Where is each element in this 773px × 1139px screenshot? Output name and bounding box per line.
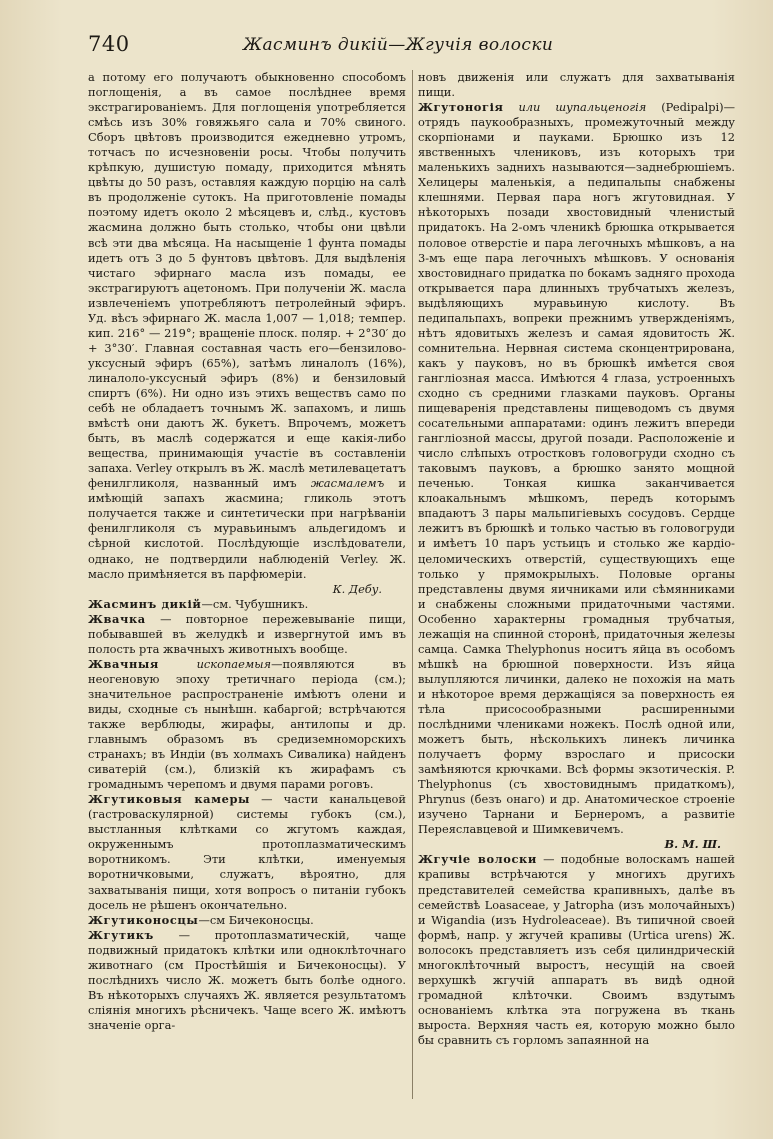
jasmal-term: жасмалемъ [310, 476, 385, 491]
entry-headword: Жгучіе волоски [418, 852, 537, 867]
article-jasmine-continued [88, 70, 406, 597]
entry-flagellum [88, 928, 406, 1033]
entry-wild-jasmine [88, 597, 406, 612]
entry-stinging-hairs [418, 852, 735, 1048]
jasmine-text-tail: и имѣющій запахъ жасмина; гликоль этотъ получается также и синтетически при нагрѣваніи фенилгликоля съ муравьинымъ альдегидомъ и сѣрной кислотой. Послѣдующіе изслѣдователи, однако, не подтвердили наблюденій Verley. Ж. масло примѣняется въ парфюмеріи. [88, 476, 406, 581]
jasmine-text: а потому его получаютъ обыкновенно способомъ поглощенія, а въ самое послѣднее время экстрагированіемъ. Для поглощенія употребляется смѣсь изъ 30% говяжьяго сала и 70% свиного. Сборъ цвѣтовъ производится ежедневно утромъ, тотчасъ по исчезновеніи росы. Чтобы получить крѣпкую, душистую помаду, приходится мѣнять цвѣты до 50 разъ, оставляя каждую порцію на салѣ въ продолженіе сутокъ. На приготовленіе помады поэтому идетъ около 2 мѣсяцевъ и, слѣд., кустовъ жасмина должно быть столько, чтобы они цвѣли всѣ эти два мѣсяца. На насыщеніе 1 фунта помады идетъ отъ 3 до 5 фунтовъ цвѣтовъ. Для выдѣленія чистаго эфирнаго масла изъ помады, ее экстрагируютъ ацетономъ. При полученіи Ж. масла извлеченіемъ употребляютъ петролейный эфиръ. Уд. вѣсъ эфирнаго Ж. масла 1,007 — 1,018; темпер. кип. 216° — 219°; вращеніе плоск. поляр. + 2°30′ до + 3°30′. Главная составная часть его—бензилово-уксусный эфиръ (65%), затѣмъ линалолъ (16%), линалоло-уксусный эфиръ (8%) и бензиловый спиртъ (6%). Ни одно изъ этихъ веществъ само по себѣ не обладаетъ точнымъ Ж. запахомъ, и лишь вмѣстѣ они даютъ Ж. букетъ. Впрочемъ, можетъ быть, въ маслѣ содержатся и еще какія-либо вещества, принимающія участіе въ составленіи запаха. Verley открылъ въ Ж. маслѣ метилевацетатъ фенилгликоля, названный имъ [88, 70, 406, 491]
entry-flagellates [88, 913, 406, 928]
entry-text: — подобные волоскамъ нашей крапивы встрѣчаются у многихъ другихъ представителей семейства крапивныхъ, далѣе въ семействѣ Loasaceae, у Jatropha (изъ молочайныхъ) и Wigandia (изъ Hydrolеaceae). Въ типичной своей формѣ, напр. у жгучей крапивы (Urtica urens) Ж. волосокъ представляетъ изъ себя цилиндрическій многоклѣточный выростъ, несущій на своей верхушкѣ жгучій аппаратъ въ видѣ одной громадной клѣточки. Своимъ вздутымъ основаніемъ клѣтка эта погружена въ ткань выроста. Верхняя часть ея, которую можно было бы сравнить съ горломъ запаянной на [418, 852, 735, 1047]
entry-text: — части канальцевой (гастроваскулярной) системы губокъ (см.), выстланныя клѣтками со жгутомъ каждая, окруженнымъ протоплазматическимъ воротникомъ. Эти клѣтки, именуемыя воротничковыми, служатъ, вѣроятно, для захватыванія пищи, хотя вопросъ о питаніи губокъ досель не рѣшенъ окончательно. [88, 792, 406, 912]
page-number: 740 [88, 32, 130, 56]
entry-text: новъ движенія или служатъ для захватыванія пищи. [418, 70, 735, 100]
entry-text: —см Бичеконосцы. [198, 912, 314, 927]
entry-qualifier: ископаемыя [196, 656, 272, 671]
running-head: Жасминъ дикій—Жгучія волоски [243, 35, 554, 55]
author-signature: К. Дебу. [332, 581, 382, 596]
entry-text: (Pedipalpi)—отрядъ паукообразныхъ, промежуточный между скорпіонами и пауками. Брюшко изъ 12 явственныхъ члениковъ, изъ которыхъ три маленькихъ заднихъ называются—заднебрюшіемъ. Хелицеры маленькія, а педипальпы снабжены клешнями. Первая пара ногъ жгутовидная. У нѣкоторыхъ позади хвостовидный членистый придатокъ. На 2-омъ членикѣ брюшка открывается половое отверстіе и пара легочныхъ мѣшковъ, а на 3-мъ еще пара легочныхъ мѣшковъ. У основанія хвостовиднаго придатка по бокамъ задняго прохода открывается пара длинныхъ трубчатыхъ железъ, выдѣляющихъ муравьиную кислоту. Въ педипальпахъ, вопреки прежнимъ утвержденіямъ, нѣтъ ядовитыхъ железъ и самая ядовитость Ж. сомнительна. Нервная система сконцентрирована, какъ у пауковъ, но въ брюшкѣ имѣется своя ганглiозная масса. Имѣются 4 глаза, устроенныхъ сходно съ средними глазками пауковъ. Органы пищеваренія представлены пищеводомъ съ двумя сосательными аппаратами: одинъ лежитъ впереди ганглiозной массы, другой позади. Расположеніе и число слѣпыхъ отростковъ головогруди сходно съ таковымъ пауковъ, а брюшко занято мощной печенью. Тонкая кишка заканчивается клоакальнымъ мѣшкомъ, передъ которымъ впадаютъ 3 пары мальпигіевыхъ сосудовъ. Сердце лежитъ въ брюшкѣ и только частью въ головогруди и имѣетъ 10 паръ устьицъ и столько же кардіо-целомическихъ отверстій, существующихъ еще только у прямокрылыхъ. Половые органы представлены двумя яичниками или сѣмянниками и снабжены сложными придаточными частями. Особенно характерны громадныя трубчатыя, лежащія на спинной сторонѣ, придаточныя железы самца. Самка Thelyphonus носитъ яйца въ особомъ мѣшкѣ на брюшной поверхности. Изъ яйца вылупляются личинки, далеко не похожія на мать и нѣкоторое время держащіяся за поверхность ея тѣла присосообразными расширенными послѣдними члениками ножекъ. Послѣ одной или, можетъ быть, нѣсколькихъ линекъ личинка получаетъ форму взрослаго и присоски замѣняются крючками. Всѣ формы экзотическія. P. Thelyphonus (съ хвостовиднымъ придаткомъ), Phrynus (безъ онаго) и др. Анатомическое строеніе изучено Тарнани и Бернеромъ, а развитіе Переяславцевой и Шимкевичемъ. [418, 100, 735, 837]
author-signature: В. М. Ш. [664, 837, 721, 852]
entry-headword: Жвачка [88, 611, 146, 626]
page-header [88, 32, 733, 62]
column-divider [412, 70, 413, 1099]
entry-headword: Жасминъ дикій [88, 596, 202, 611]
entry-flagellum-continued [418, 70, 735, 100]
entry-text: —появляются въ неогеновую эпоху третичнаго періода (см.); значительное распространеніе имѣютъ олени и виды, сходные съ нынѣшн. кабаргой; встрѣчаются также верблюды, жирафы, антилопы и др. главнымъ образомъ въ средиземноморскихъ странахъ; въ Индіи (въ холмахъ Сивалика) найденъ сиватерій (см.), близкій къ жирафамъ съ громаднымъ черепомъ и двумя парами роговъ. [88, 656, 406, 792]
entry-flagellated-chambers [88, 792, 406, 912]
entry-whip-scorpions [418, 100, 735, 852]
entry-synonym: или шупальценогія [518, 100, 647, 115]
entry-fossil-ruminants [88, 657, 406, 792]
entry-headword: Жгутикъ [88, 927, 154, 942]
entry-headword: Жгутоногія [418, 100, 504, 115]
entry-headword: Жгутиковыя камеры [88, 792, 251, 807]
right-column [418, 70, 735, 1099]
entry-headword: Жвачныя [88, 656, 159, 671]
entry-headword: Жгутиконосцы [88, 912, 199, 927]
left-column [88, 70, 406, 1099]
entry-text: —см. Чубушникъ. [201, 596, 309, 611]
entry-text: — протоплазматическій, чаще подвижный придатокъ клѣтки или одноклѣточнаго животнаго (см Простѣйшія и Бичеконосцы). У послѣднихъ число Ж. можетъ быть болѣе одного. Въ нѣкоторыхъ случаяхъ Ж. является результатомъ сліянія многихъ рѣсничекъ. Чаще всего Ж. имѣютъ значеніе орга- [88, 927, 406, 1032]
entry-text: — повторное пережевываніе пищи, побывавшей въ желудкѣ и извергнутой имъ въ полость рта жвачныхъ животныхъ вообще. [88, 611, 406, 656]
entry-cud [88, 612, 406, 657]
